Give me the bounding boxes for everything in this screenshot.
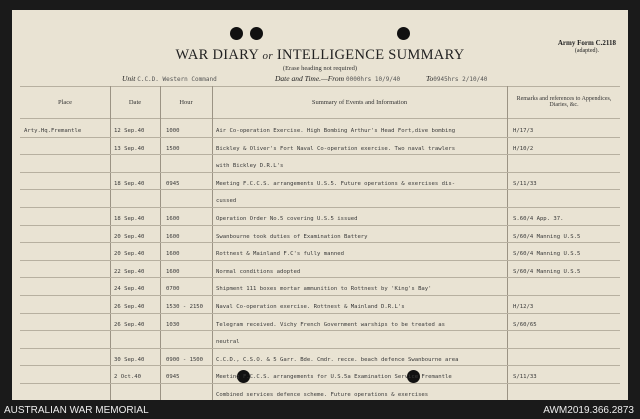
cell-summary: with Bickley D.R.L's — [216, 163, 284, 169]
row-rule — [20, 260, 620, 261]
cell-hour: 1600 — [166, 216, 180, 222]
page-title — [12, 47, 628, 64]
cell-summary: Air Co-operation Exercise. High Bombing Arthur's Head Fort,dive bombing — [216, 128, 456, 134]
cell-remarks: H/10/2 — [513, 146, 534, 152]
cell-remarks: H/12/3 — [513, 304, 534, 310]
unit-line — [122, 74, 217, 83]
row-rule — [20, 154, 620, 155]
cell-date: 18 Sep.40 — [114, 216, 145, 222]
col-header-place: Place — [57, 98, 73, 106]
cell-date: 30 Sep.40 — [114, 357, 145, 363]
cell-date: 20 Sep.40 — [114, 251, 145, 257]
cell-summary: Meeting F.C.C.S. arrangements for U.S.5a Examination Service Fremantle — [216, 374, 452, 380]
cell-remarks: H/17/3 — [513, 128, 534, 134]
cell-remarks: S/60/4 Manning U.S.5 — [513, 251, 581, 257]
to-value: 0945hrs 2/10/40 — [433, 76, 488, 83]
cell-summary: Operation Order No.5 covering U.S.5 issued — [216, 216, 358, 222]
title-or: or — [262, 50, 273, 62]
row-rule — [20, 242, 620, 243]
cell-remarks: S/60/4 Manning U.S.5 — [513, 269, 581, 275]
row-rule — [20, 348, 620, 349]
cell-hour: 1030 — [166, 322, 180, 328]
col-header-remarks: Remarks and references to Appendices, Diaries, &c. — [516, 96, 612, 108]
cell-hour: 1500 — [166, 146, 180, 152]
cell-date: 13 Sep.40 — [114, 146, 145, 152]
unit-label: Unit — [122, 74, 136, 83]
row-rule — [20, 137, 620, 138]
col-header-summary: Summary of Events and Information — [311, 98, 408, 106]
cell-hour: 0900 - 1500 — [166, 357, 204, 363]
cell-hour: 1530 - 2150 — [166, 304, 204, 310]
form-adapted: (adapted). — [574, 48, 599, 54]
cell-summary: Swanbourne took duties of Examination Battery — [216, 234, 368, 240]
cell-summary: Shipment 111 boxes mortar ammunition to Rottnest by 'King's Bay' — [216, 286, 432, 292]
datetime-label: Date and Time.—From — [275, 74, 345, 83]
binding-hole — [250, 27, 263, 40]
column-divider — [110, 86, 111, 400]
col-header-date: Date — [128, 98, 142, 106]
form-number: Army Form C.2118 — [557, 39, 616, 47]
cell-summary: C.C.D., C.S.O. & 5 Garr. Bde. Cmdr. recce. beach defence Swanbourne area — [216, 357, 459, 363]
row-rule — [20, 225, 620, 226]
cell-hour: 1600 — [166, 269, 180, 275]
cell-date: 18 Sep.40 — [114, 181, 145, 187]
cell-place: Arty.Hq.Fremantle — [24, 128, 82, 134]
to-line — [426, 74, 487, 83]
cell-date: 24 Sep.40 — [114, 286, 145, 292]
cell-hour: 0945 — [166, 374, 180, 380]
cell-hour: 0945 — [166, 181, 180, 187]
cell-summary: Naval Co-operation exercise. Rottnest & Mainland D.R.L's — [216, 304, 405, 310]
cell-date: 20 Sep.40 — [114, 234, 145, 240]
cell-remarks: S/11/33 — [513, 374, 537, 380]
binding-hole — [230, 27, 243, 40]
row-rule — [20, 295, 620, 296]
datetime-line — [275, 74, 400, 83]
row-rule — [20, 365, 620, 366]
title-left: WAR DIARY — [175, 47, 259, 63]
page-subtitle: (Erase heading not required) — [282, 65, 358, 72]
cell-summary: Rottnest & Mainland F.C's fully manned — [216, 251, 344, 257]
cell-date: 26 Sep.40 — [114, 304, 145, 310]
cell-date: 22 Sep.40 — [114, 269, 145, 275]
row-rule — [20, 330, 620, 331]
cell-remarks: S/60/65 — [513, 322, 537, 328]
diary-page — [12, 10, 628, 400]
row-rule — [20, 207, 620, 208]
cell-hour: 0700 — [166, 286, 180, 292]
cell-summary: Normal conditions adopted — [216, 269, 301, 275]
column-divider — [507, 86, 508, 400]
footer-accession: AWM2019.366.2873 — [543, 405, 634, 416]
cell-date: 12 Sep.40 — [114, 128, 145, 134]
column-divider — [212, 86, 213, 400]
row-rule — [20, 189, 620, 190]
title-right: INTELLIGENCE SUMMARY — [276, 47, 465, 63]
cell-remarks: S/11/33 — [513, 181, 537, 187]
cell-hour: 1600 — [166, 234, 180, 240]
column-divider — [160, 86, 161, 400]
cell-remarks: S/60/4 Manning U.S.5 — [513, 234, 581, 240]
cell-hour: 1600 — [166, 251, 180, 257]
cell-summary: Bickley & Oliver's Fort Naval Co-operation exercise. Two naval trawlers — [216, 146, 456, 152]
col-header-hour: Hour — [179, 98, 193, 106]
cell-summary: Combined services defence scheme. Future operations & exercises — [216, 392, 429, 398]
row-rule — [20, 313, 620, 314]
cell-hour: 1000 — [166, 128, 180, 134]
cell-remarks: S.60/4 App. 37. — [513, 216, 564, 222]
cell-summary: cussed — [216, 198, 237, 204]
row-rule — [20, 172, 620, 173]
from-value: 0000hrs 10/9/40 — [345, 76, 401, 83]
diary-table — [20, 86, 620, 400]
cell-summary: neutral — [216, 339, 240, 345]
to-label: To — [426, 74, 434, 83]
row-rule — [20, 277, 620, 278]
unit-value: C.C.D. Western Command — [137, 76, 217, 83]
cell-summary: Meeting F.C.C.S. arrangements U.S.5. Future operations & exercises dis- — [216, 181, 456, 187]
cell-summary: Telegram received. Vichy French Government warships to be treated as — [216, 322, 446, 328]
cell-date: 2 Oct.40 — [114, 374, 141, 380]
cell-date: 26 Sep.40 — [114, 322, 145, 328]
binding-hole — [397, 27, 410, 40]
footer-credit: AUSTRALIAN WAR MEMORIAL — [4, 405, 149, 416]
row-rule — [20, 383, 620, 384]
